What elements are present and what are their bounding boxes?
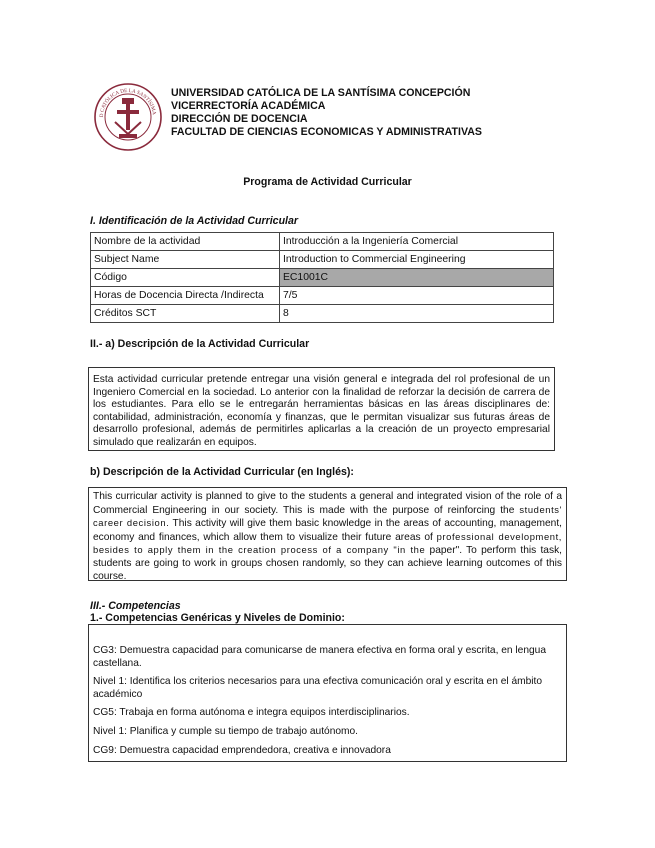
competencia-item: CG5: Trabaja en forma autónoma e integra equipos interdisciplinarios.: [93, 707, 410, 719]
description-en-spaced-text: professional development, besides to apply them in the creation process of a company "in the: [93, 530, 562, 556]
description-en-spaced-text: students' career decision.: [93, 503, 562, 529]
competencia-item: Nivel 1: Identifica los criterios necesarios para una efectiva comunicación oral y escrita en el ámbito académico: [93, 676, 543, 700]
table-cell-value: Introduction to Commercial Engineering: [280, 251, 554, 269]
identification-table: [90, 232, 554, 323]
table-cell-label: Créditos SCT: [91, 305, 280, 323]
competencias-box: [88, 624, 567, 762]
description-en-text: This activity will give them basic knowledge in the areas of accounting, management, economy and finances, which allow them to visualize their future areas of: [93, 518, 562, 543]
table-row: [91, 269, 554, 287]
table-row: [91, 287, 554, 305]
description-es-heading: II.- a) Descripción de la Actividad Curricular: [90, 338, 310, 350]
description-es-box: Esta actividad curricular pretende entregar una visión general e integrada del rol profesional de un Ingeniero Comercial en la sociedad. Lo anterior con la finalidad de reforzar la decisión de carrera de los estudiantes. Para ello se le entregarán herramientas básicas en las áreas disciplinares de: contabilidad, administración, economía y finanzas, que le permitan visualizar sus futuras áreas de desarrollo profesional, además de permitirles aplicarlas a la creación de un proyecto empresarial simulado que realizarán en equipos.: [88, 367, 555, 451]
competencia-item: CG9: Demuestra capacidad emprendedora, creativa e innovadora: [93, 744, 391, 756]
table-cell-label: Nombre de la actividad: [91, 233, 280, 251]
university-seal-logo: [93, 82, 163, 152]
header-line-facultad: FACULTAD DE CIENCIAS ECONOMICAS Y ADMINISTRATIVAS: [171, 126, 482, 138]
table-row: [91, 305, 554, 323]
table-cell-label: Subject Name: [91, 251, 280, 269]
table-cell-value: 7/5: [280, 287, 554, 305]
seal-text: D CATÓLICA DE LA SANTÍSIMA: [98, 87, 157, 118]
description-en-text: This curricular activity is planned to give to the students a general and integrated vision of the role of a Commercial Engineering in our society. This is made with the purpose of reinforcing the: [93, 491, 562, 516]
competencia-item: Nivel 1: Planifica y cumple su tiempo de trabajo autónomo.: [93, 725, 359, 737]
table-cell-value: EC1001C: [280, 269, 554, 287]
competencias-subheading: 1.- Competencias Genéricas y Niveles de Dominio:: [90, 612, 345, 624]
table-cell-value: Introducción a la Ingeniería Comercial: [280, 233, 554, 251]
identification-heading: I. Identificación de la Actividad Curricular: [90, 215, 299, 227]
header-line-vicerrectoria: VICERRECTORÍA ACADÉMICA: [171, 100, 326, 112]
competencia-item: CG3: Demuestra capacidad para comunicarse de manera efectiva en forma oral y escrita, en lengua castellana.: [93, 645, 547, 669]
competencias-heading: III.- Competencias: [90, 600, 181, 612]
header-line-university: UNIVERSIDAD CATÓLICA DE LA SANTÍSIMA CONCEPCIÓN: [171, 87, 471, 99]
table-cell-value: 8: [280, 305, 554, 323]
header-line-direccion: DIRECCIÓN DE DOCENCIA: [171, 113, 308, 125]
table-row: [91, 251, 554, 269]
institution-header: [171, 87, 482, 139]
document-title: Programa de Actividad Curricular: [243, 176, 412, 188]
table-cell-label: Horas de Docencia Directa /Indirecta: [91, 287, 280, 305]
description-en-box: [88, 487, 567, 581]
table-row: [91, 233, 554, 251]
table-cell-label: Código: [91, 269, 280, 287]
description-en-heading: b) Descripción de la Actividad Curricular (en Inglés):: [90, 466, 354, 478]
description-en-text: paper". To perform this task, students are going to work in groups chosen randomly, so they can achieve learning outcomes of this course.: [93, 545, 562, 582]
